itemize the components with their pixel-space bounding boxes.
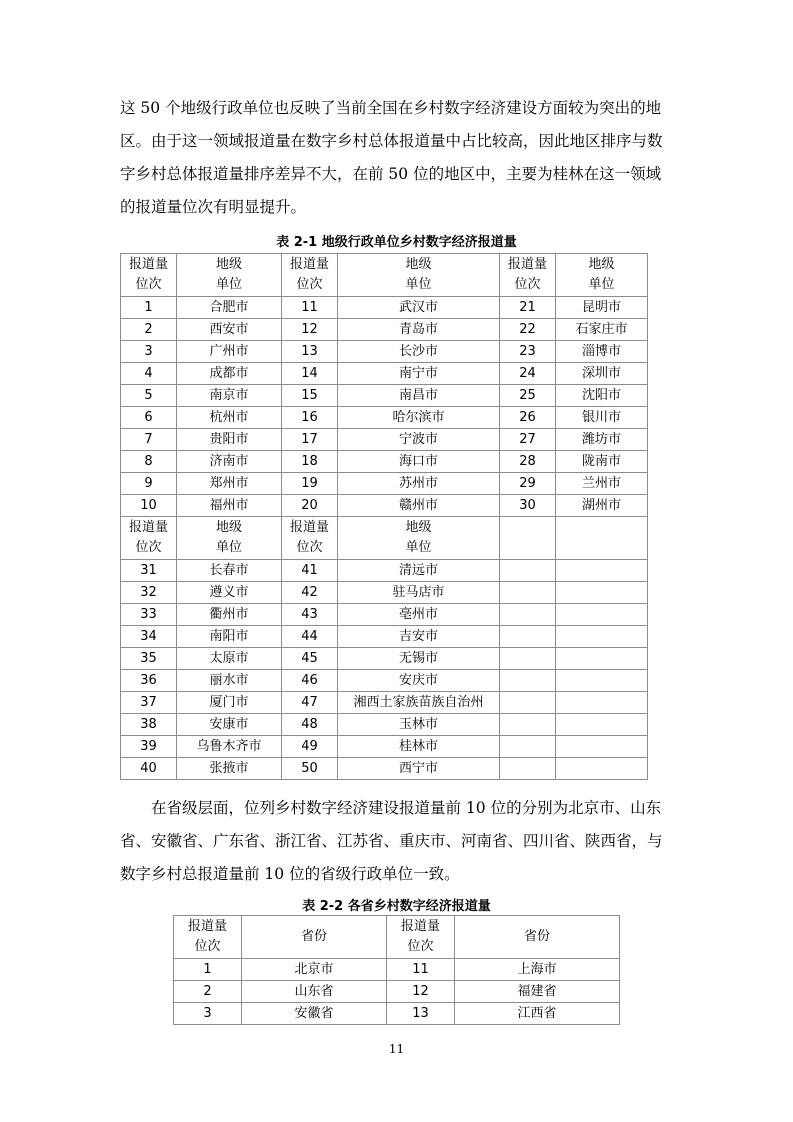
table-row (174, 959, 620, 981)
prefecture-report-table (120, 253, 648, 780)
city-cell: 青岛市 (338, 319, 500, 341)
rank-cell: 13 (387, 1003, 455, 1025)
table-row (121, 407, 648, 429)
rank-cell: 48 (282, 714, 338, 736)
rank-cell: 7 (121, 429, 177, 451)
empty-cell (556, 626, 648, 648)
rank-cell: 47 (282, 692, 338, 714)
table-row (121, 385, 648, 407)
city-cell: 广州市 (177, 341, 282, 363)
rank-cell: 46 (282, 670, 338, 692)
city-cell: 赣州市 (338, 495, 500, 517)
city-cell: 湖州市 (556, 495, 648, 517)
city-cell: 海口市 (338, 451, 500, 473)
province-cell: 北京市 (242, 959, 387, 981)
table1-lower-body (121, 560, 648, 780)
rank-cell: 13 (282, 341, 338, 363)
rank-cell: 9 (121, 473, 177, 495)
city-cell: 昆明市 (556, 297, 648, 319)
table2-caption: 表 2-2 各省乡村数字经济报道量 (302, 899, 491, 914)
rank-cell: 21 (500, 297, 556, 319)
rank-cell: 24 (500, 363, 556, 385)
empty-cell (556, 582, 648, 604)
empty-cell (556, 648, 648, 670)
table-row (121, 604, 648, 626)
city-cell: 济南市 (177, 451, 282, 473)
city-cell: 吉安市 (338, 626, 500, 648)
rank-cell: 29 (500, 473, 556, 495)
rank-cell: 14 (282, 363, 338, 385)
city-cell: 成都市 (177, 363, 282, 385)
city-cell: 郑州市 (177, 473, 282, 495)
rank-cell: 31 (121, 560, 177, 582)
empty-cell (500, 560, 556, 582)
empty-cell (556, 714, 648, 736)
rank-cell: 1 (121, 297, 177, 319)
rank-cell: 45 (282, 648, 338, 670)
city-cell: 宁波市 (338, 429, 500, 451)
table2-body (174, 959, 620, 1025)
rank-cell: 2 (121, 319, 177, 341)
table-row (121, 429, 648, 451)
rank-cell: 3 (174, 1003, 242, 1025)
city-cell: 南宁市 (338, 363, 500, 385)
city-cell: 驻马店市 (338, 582, 500, 604)
empty-cell (500, 517, 556, 560)
table-row (121, 692, 648, 714)
rank-cell: 18 (282, 451, 338, 473)
header-rank: 报道量 位次 (387, 916, 455, 959)
table-row (121, 473, 648, 495)
header-province: 省份 (242, 916, 387, 959)
table-row (121, 670, 648, 692)
header-rank: 报道量 位次 (174, 916, 242, 959)
rank-cell: 25 (500, 385, 556, 407)
empty-cell (556, 736, 648, 758)
rank-cell: 34 (121, 626, 177, 648)
rank-cell: 5 (121, 385, 177, 407)
rank-cell: 16 (282, 407, 338, 429)
city-cell: 丽水市 (177, 670, 282, 692)
paragraph-line: 字乡村总体报道量排序差异不大，在前 50 位的地区中，主要为桂林在这一领域 (120, 165, 662, 183)
paragraph-line: 省、安徽省、广东省、浙江省、江苏省、重庆市、河南省、四川省、陕西省，与 (120, 832, 663, 850)
rank-cell: 42 (282, 582, 338, 604)
header-rank: 报道量 位次 (121, 254, 177, 297)
city-cell: 长春市 (177, 560, 282, 582)
city-cell: 张掖市 (177, 758, 282, 780)
city-cell: 杭州市 (177, 407, 282, 429)
city-cell: 武汉市 (338, 297, 500, 319)
rank-cell: 37 (121, 692, 177, 714)
empty-cell (556, 560, 648, 582)
table-header-row (174, 916, 620, 959)
city-cell: 乌鲁木齐市 (177, 736, 282, 758)
empty-cell (500, 736, 556, 758)
rank-cell: 4 (121, 363, 177, 385)
empty-cell (500, 758, 556, 780)
rank-cell: 33 (121, 604, 177, 626)
rank-cell: 17 (282, 429, 338, 451)
rank-cell: 10 (121, 495, 177, 517)
city-cell: 深圳市 (556, 363, 648, 385)
rank-cell: 6 (121, 407, 177, 429)
rank-cell: 49 (282, 736, 338, 758)
rank-cell: 8 (121, 451, 177, 473)
city-cell: 西安市 (177, 319, 282, 341)
empty-cell (556, 758, 648, 780)
empty-cell (500, 582, 556, 604)
empty-cell (556, 670, 648, 692)
city-cell: 兰州市 (556, 473, 648, 495)
city-cell: 厦门市 (177, 692, 282, 714)
empty-cell (500, 670, 556, 692)
province-report-table (173, 915, 620, 1025)
city-cell: 石家庄市 (556, 319, 648, 341)
rank-cell: 20 (282, 495, 338, 517)
city-cell: 清远市 (338, 560, 500, 582)
empty-cell (500, 648, 556, 670)
table-header-row (121, 517, 648, 560)
header-rank: 报道量 位次 (121, 517, 177, 560)
rank-cell: 12 (282, 319, 338, 341)
city-cell: 福州市 (177, 495, 282, 517)
city-cell: 湘西土家族苗族自治州 (338, 692, 500, 714)
empty-cell (556, 692, 648, 714)
header-rank: 报道量 位次 (282, 254, 338, 297)
city-cell: 无锡市 (338, 648, 500, 670)
rank-cell: 39 (121, 736, 177, 758)
rank-cell: 3 (121, 341, 177, 363)
rank-cell: 41 (282, 560, 338, 582)
city-cell: 太原市 (177, 648, 282, 670)
city-cell: 潍坊市 (556, 429, 648, 451)
table-row (121, 363, 648, 385)
header-province: 省份 (455, 916, 620, 959)
table-row (174, 981, 620, 1003)
city-cell: 亳州市 (338, 604, 500, 626)
paragraph-line: 区。由于这一领域报道量在数字乡村总体报道量中占比较高，因此地区排序与数 (120, 132, 663, 150)
city-cell: 陇南市 (556, 451, 648, 473)
city-cell: 贵阳市 (177, 429, 282, 451)
rank-cell: 44 (282, 626, 338, 648)
empty-cell (500, 714, 556, 736)
paragraph-intro (120, 92, 680, 224)
province-cell: 江西省 (455, 1003, 620, 1025)
paragraph-line: 的报道量位次有明显提升。 (120, 198, 307, 216)
header-unit: 地级 单位 (556, 254, 648, 297)
city-cell: 安康市 (177, 714, 282, 736)
rank-cell: 11 (282, 297, 338, 319)
table-row (121, 714, 648, 736)
province-cell: 福建省 (455, 981, 620, 1003)
table1-upper-body (121, 297, 648, 517)
city-cell: 苏州市 (338, 473, 500, 495)
rank-cell: 40 (121, 758, 177, 780)
empty-cell (556, 604, 648, 626)
city-cell: 合肥市 (177, 297, 282, 319)
rank-cell: 43 (282, 604, 338, 626)
city-cell: 桂林市 (338, 736, 500, 758)
rank-cell: 19 (282, 473, 338, 495)
header-unit: 地级 单位 (177, 517, 282, 560)
rank-cell: 2 (174, 981, 242, 1003)
city-cell: 南阳市 (177, 626, 282, 648)
table-row (121, 758, 648, 780)
city-cell: 南昌市 (338, 385, 500, 407)
city-cell: 安庆市 (338, 670, 500, 692)
table-row (121, 297, 648, 319)
header-rank: 报道量 位次 (282, 517, 338, 560)
city-cell: 哈尔滨市 (338, 407, 500, 429)
rank-cell: 28 (500, 451, 556, 473)
table-row (121, 648, 648, 670)
rank-cell: 50 (282, 758, 338, 780)
rank-cell: 15 (282, 385, 338, 407)
rank-cell: 12 (387, 981, 455, 1003)
table-row (174, 1003, 620, 1025)
rank-cell: 35 (121, 648, 177, 670)
city-cell: 银川市 (556, 407, 648, 429)
rank-cell: 1 (174, 959, 242, 981)
header-rank: 报道量 位次 (500, 254, 556, 297)
paragraph-provinces (120, 792, 680, 891)
header-unit: 地级 单位 (338, 517, 500, 560)
city-cell: 衢州市 (177, 604, 282, 626)
city-cell: 西宁市 (338, 758, 500, 780)
city-cell: 淄博市 (556, 341, 648, 363)
rank-cell: 22 (500, 319, 556, 341)
table-row (121, 495, 648, 517)
table1-caption: 表 2-1 地级行政单位乡村数字经济报道量 (276, 235, 517, 250)
rank-cell: 36 (121, 670, 177, 692)
province-cell: 山东省 (242, 981, 387, 1003)
table-row (121, 736, 648, 758)
header-unit: 地级 单位 (177, 254, 282, 297)
table-row (121, 341, 648, 363)
paragraph-line: 在省级层面，位列乡村数字经济建设报道量前 10 位的分别为北京市、山东 (151, 799, 662, 817)
city-cell: 遵义市 (177, 582, 282, 604)
table-header-row (121, 254, 648, 297)
table-row (121, 626, 648, 648)
page-number: 11 (388, 1042, 405, 1056)
city-cell: 玉林市 (338, 714, 500, 736)
city-cell: 南京市 (177, 385, 282, 407)
table-row (121, 582, 648, 604)
table-row (121, 560, 648, 582)
table-row (121, 451, 648, 473)
rank-cell: 32 (121, 582, 177, 604)
city-cell: 长沙市 (338, 341, 500, 363)
rank-cell: 30 (500, 495, 556, 517)
province-cell: 上海市 (455, 959, 620, 981)
empty-cell (500, 692, 556, 714)
rank-cell: 38 (121, 714, 177, 736)
rank-cell: 23 (500, 341, 556, 363)
empty-cell (500, 604, 556, 626)
header-unit: 地级 单位 (338, 254, 500, 297)
province-cell: 安徽省 (242, 1003, 387, 1025)
rank-cell: 11 (387, 959, 455, 981)
rank-cell: 26 (500, 407, 556, 429)
empty-cell (556, 517, 648, 560)
city-cell: 沈阳市 (556, 385, 648, 407)
paragraph-line: 这 50 个地级行政单位也反映了当前全国在乡村数字经济建设方面较为突出的地 (120, 99, 662, 117)
table-row (121, 319, 648, 341)
empty-cell (500, 626, 556, 648)
paragraph-line: 数字乡村总报道量前 10 位的省级行政单位一致。 (120, 865, 460, 883)
rank-cell: 27 (500, 429, 556, 451)
